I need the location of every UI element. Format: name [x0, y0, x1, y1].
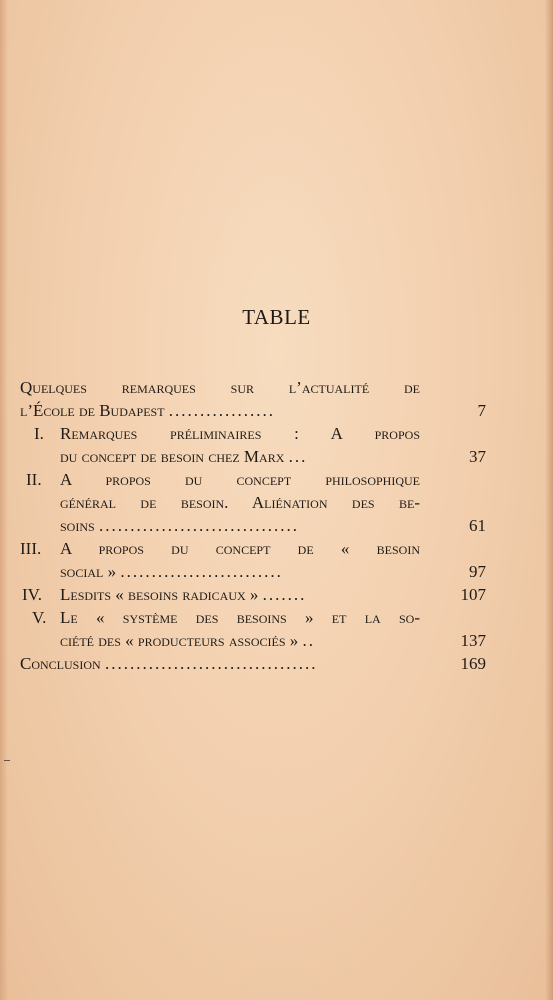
toc-entry-text: A propos du concept de « besoin	[60, 539, 420, 558]
toc-entry-4-line-1	[20, 583, 486, 606]
page-title: TABLE	[242, 305, 311, 329]
page-edge-right	[545, 0, 553, 1000]
table-of-contents	[20, 376, 486, 675]
toc-entry-text: Quelques remarques sur l’actualité de	[20, 378, 420, 397]
toc-entry-conclusion	[20, 652, 486, 675]
toc-entry-text: l’École de Budapest	[20, 401, 165, 420]
toc-entry-1-line-2	[20, 445, 486, 468]
toc-entry-intro-line-1	[20, 376, 486, 399]
toc-leader-dots: ..........................	[120, 562, 283, 581]
toc-leader-dots: ..................................	[104, 654, 318, 673]
toc-entry-1-line-1	[20, 422, 486, 445]
margin-mark	[4, 760, 10, 761]
toc-entry-text: Conclusion	[20, 654, 101, 673]
toc-entry-3-line-1	[20, 537, 486, 560]
toc-page-number: 61	[469, 516, 486, 535]
toc-entry-text: social »	[60, 562, 117, 581]
toc-page-number: 7	[477, 401, 486, 420]
toc-chapter-number: V.	[32, 608, 47, 627]
toc-entry-text: du concept de besoin chez Marx	[60, 447, 285, 466]
toc-page-number: 37	[469, 447, 486, 466]
toc-entry-3-line-2	[20, 560, 486, 583]
toc-entry-intro-line-2	[20, 399, 486, 422]
toc-chapter-number: II.	[26, 470, 42, 489]
toc-leader-dots: ...	[288, 447, 308, 466]
toc-page-number: 137	[460, 631, 486, 650]
toc-leader-dots: ................................	[98, 516, 299, 535]
toc-page-number: 169	[460, 654, 486, 673]
toc-entry-2-line-3	[20, 514, 486, 537]
toc-chapter-number: IV.	[22, 585, 42, 604]
toc-entry-text: A propos du concept philosophique	[60, 470, 420, 489]
page-edge-left	[0, 0, 8, 1000]
toc-entry-text: Lesdits « besoins radicaux »	[60, 585, 259, 604]
toc-entry-2-line-1	[20, 468, 486, 491]
toc-entry-text: Remarques préliminaires : A propos	[60, 424, 420, 443]
toc-page-number: 97	[469, 562, 486, 581]
toc-entry-5-line-1	[20, 606, 486, 629]
toc-entry-5-line-2	[20, 629, 486, 652]
toc-page-number: 107	[460, 585, 486, 604]
toc-chapter-number: I.	[34, 424, 44, 443]
toc-chapter-number: III.	[20, 539, 42, 558]
toc-entry-text: soins	[60, 516, 95, 535]
toc-entry-text: ciété des « producteurs associés »	[60, 631, 299, 650]
toc-entry-2-line-2	[20, 491, 486, 514]
toc-leader-dots: ..	[302, 631, 316, 650]
toc-entry-text: Le « système des besoins » et la so-	[60, 608, 420, 627]
toc-entry-text: général de besoin. Aliénation des be-	[60, 493, 420, 512]
toc-leader-dots: .......	[262, 585, 307, 604]
toc-leader-dots: .................	[168, 401, 276, 420]
